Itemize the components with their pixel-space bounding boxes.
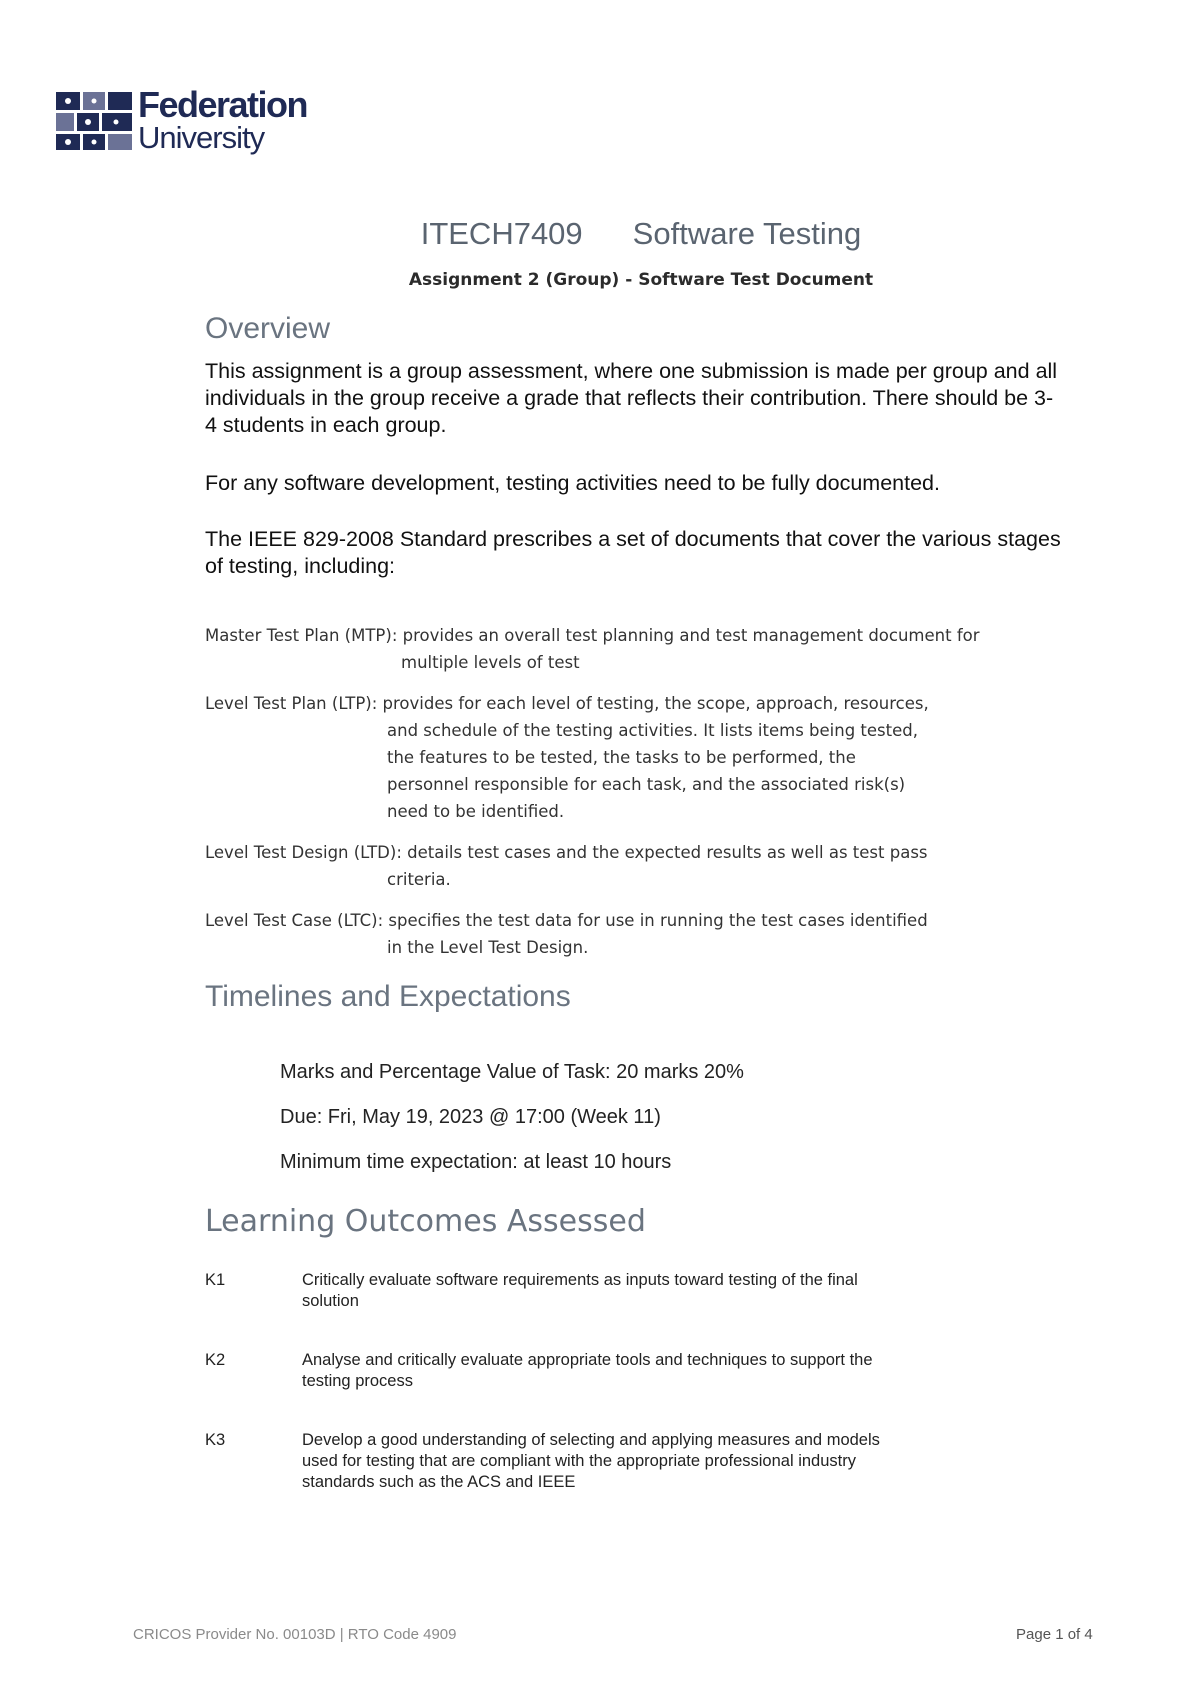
ieee-document-list: [205, 622, 1105, 975]
federation-university-logo: [56, 84, 326, 160]
outcome-code: K1: [205, 1271, 226, 1289]
logo-word-federation: Federation: [138, 84, 308, 125]
doc-item-mtp: Master Test Plan (MTP): provides an overall test planning and test management document for multiple levels of test: [205, 626, 980, 672]
logo-mark-icon: [56, 90, 134, 152]
timelines-heading: Timelines and Expectations: [205, 980, 571, 1013]
logo-word-university: University: [138, 120, 265, 155]
time-expectation-text: Minimum time expectation: at least 10 hours: [280, 1151, 672, 1173]
document-title: [0, 216, 1200, 252]
footer-page-number: Page 1 of 4: [1016, 1626, 1093, 1643]
outcome-item: [205, 1270, 1105, 1350]
doc-item-ltp: Level Test Plan (LTP): provides for each level of testing, the scope, approach, resources, and schedule of the testing activities. It lists items being tested, the features to be tested, the tasks to be performed, the personnel responsible for each task, and the associated risk(s) need to be identified.: [205, 694, 929, 821]
learning-outcomes-list: [205, 1270, 1105, 1510]
outcome-text: Develop a good understanding of selecting and applying measures and models used for testing that are compliant with the appropriate professional industry standards such as the ACS and IEEE: [302, 1431, 880, 1491]
learning-outcomes-heading: Learning Outcomes Assessed: [205, 1204, 646, 1239]
marks-text: Marks and Percentage Value of Task: 20 marks 20%: [280, 1061, 744, 1083]
document-subtitle: Assignment 2 (Group) - Software Test Document: [408, 270, 874, 290]
doc-item-ltd: Level Test Design (LTD): details test cases and the expected results as well as test pass criteria.: [205, 843, 928, 889]
overview-paragraph-3: The IEEE 829-2008 Standard prescribes a set of documents that cover the various stages of testing, including:: [205, 527, 1061, 578]
overview-heading: Overview: [205, 312, 331, 345]
due-date-text: Due: Fri, May 19, 2023 @ 17:00 (Week 11): [280, 1106, 661, 1128]
overview-paragraph-1: This assignment is a group assessment, where one submission is made per group and all individuals in the group receive a grade that reflects their contribution. There should be 3-4 students in each group.: [205, 359, 1058, 437]
outcome-text: Critically evaluate software requirements as inputs toward testing of the final solution: [302, 1271, 858, 1310]
course-code: ITECH7409: [420, 216, 583, 251]
doc-item-ltc: Level Test Case (LTC): specifies the test data for use in running the test cases identified in the Level Test Design.: [205, 911, 928, 957]
course-name: Software Testing: [632, 216, 862, 251]
outcome-item: [205, 1430, 1105, 1510]
outcome-item: [205, 1350, 1105, 1430]
outcome-text: Analyse and critically evaluate appropriate tools and techniques to support the testing process: [302, 1351, 873, 1390]
outcome-code: K3: [205, 1431, 226, 1449]
outcome-code: K2: [205, 1351, 226, 1369]
footer-cricos: CRICOS Provider No. 00103D | RTO Code 4909: [133, 1626, 457, 1643]
overview-paragraph-2: For any software development, testing activities need to be fully documented.: [205, 471, 940, 495]
